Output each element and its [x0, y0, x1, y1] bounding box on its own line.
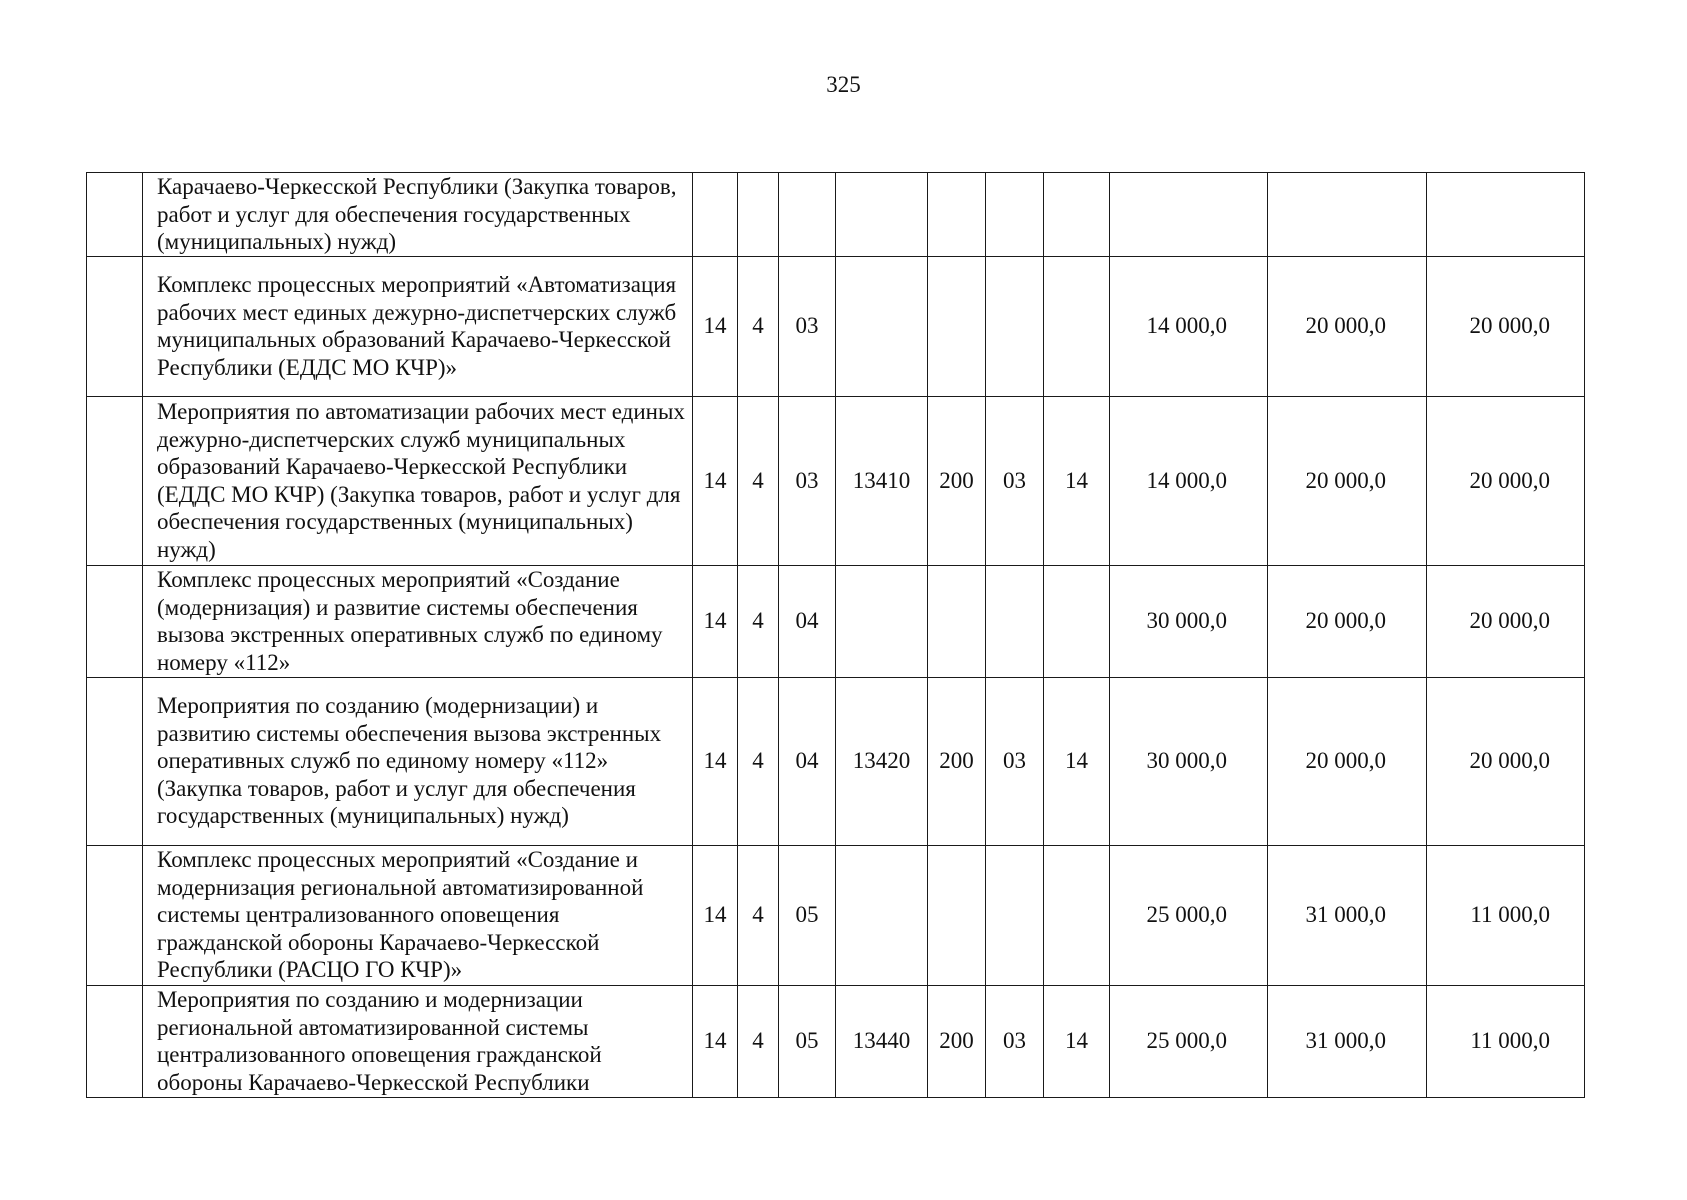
code-cell: 200: [928, 396, 986, 565]
item-name-cell: Комплекс процессных мероприятий «Автоматизация рабочих мест единых дежурно-диспетчерских служб муниципальных образований Карачаево-Черкесской Республики (ЕДДС МО КЧР)»: [143, 256, 693, 396]
code-cell: 4: [738, 985, 779, 1097]
item-name-cell: Комплекс процессных мероприятий «Создание (модернизация) и развитие системы обеспечения вызова экстренных оперативных служб по единому номеру «112»: [143, 565, 693, 677]
code-cell: [1044, 845, 1110, 985]
code-cell: 14: [693, 256, 738, 396]
code-cell: 4: [738, 396, 779, 565]
row-number-cell: [87, 845, 143, 985]
code-cell: 14: [1044, 985, 1110, 1097]
code-cell: [986, 565, 1044, 677]
code-cell: [1044, 173, 1110, 257]
amount-cell: [1268, 173, 1427, 257]
code-cell: 03: [986, 677, 1044, 845]
code-cell: 200: [928, 985, 986, 1097]
amount-cell: 31 000,0: [1268, 845, 1427, 985]
code-cell: 14: [693, 845, 738, 985]
code-cell: 4: [738, 565, 779, 677]
code-cell: 4: [738, 677, 779, 845]
code-cell: [693, 173, 738, 257]
budget-table: [86, 172, 1585, 1098]
row-number-cell: [87, 173, 143, 257]
code-cell: [836, 845, 928, 985]
code-cell: 13420: [836, 677, 928, 845]
item-name-cell: Карачаево-Черкесской Республики (Закупка товаров, работ и услуг для обеспечения государственных (муниципальных) нужд): [143, 173, 693, 257]
code-cell: 14: [1044, 396, 1110, 565]
amount-cell: 20 000,0: [1427, 677, 1585, 845]
code-cell: 03: [986, 396, 1044, 565]
code-cell: [1044, 565, 1110, 677]
table-row: [87, 677, 1585, 845]
amount-cell: [1427, 173, 1585, 257]
row-number-cell: [87, 677, 143, 845]
code-cell: 13410: [836, 396, 928, 565]
code-cell: 4: [738, 845, 779, 985]
code-cell: 14: [693, 677, 738, 845]
table-row: [87, 845, 1585, 985]
amount-cell: 25 000,0: [1110, 985, 1268, 1097]
code-cell: 14: [693, 565, 738, 677]
code-cell: [986, 256, 1044, 396]
code-cell: 14: [1044, 677, 1110, 845]
code-cell: [928, 565, 986, 677]
table-row: [87, 565, 1585, 677]
code-cell: 05: [779, 845, 836, 985]
item-name-cell: Мероприятия по созданию (модернизации) и развитию системы обеспечения вызова экстренных оперативных служб по единому номеру «112» (Закупка товаров, работ и услуг для обеспечения государственных (муниципальных) нужд): [143, 677, 693, 845]
code-cell: [928, 173, 986, 257]
amount-cell: 20 000,0: [1427, 256, 1585, 396]
code-cell: 04: [779, 677, 836, 845]
code-cell: 03: [779, 256, 836, 396]
amount-cell: 11 000,0: [1427, 985, 1585, 1097]
item-name-cell: Комплекс процессных мероприятий «Создание и модернизация региональной автоматизированной системы централизованного оповещения гражданской обороны Карачаево-Черкесской Республики (РАСЦО ГО КЧР)»: [143, 845, 693, 985]
amount-cell: 20 000,0: [1268, 565, 1427, 677]
table-row: [87, 985, 1585, 1097]
amount-cell: 20 000,0: [1268, 256, 1427, 396]
code-cell: [738, 173, 779, 257]
code-cell: [779, 173, 836, 257]
amount-cell: 20 000,0: [1427, 396, 1585, 565]
code-cell: [1044, 256, 1110, 396]
row-number-cell: [87, 985, 143, 1097]
code-cell: 13440: [836, 985, 928, 1097]
amount-cell: 31 000,0: [1268, 985, 1427, 1097]
code-cell: [836, 256, 928, 396]
code-cell: 03: [779, 396, 836, 565]
row-number-cell: [87, 256, 143, 396]
row-number-cell: [87, 565, 143, 677]
amount-cell: 25 000,0: [1110, 845, 1268, 985]
amount-cell: 14 000,0: [1110, 396, 1268, 565]
amount-cell: 30 000,0: [1110, 565, 1268, 677]
code-cell: 04: [779, 565, 836, 677]
code-cell: 4: [738, 256, 779, 396]
code-cell: 03: [986, 985, 1044, 1097]
code-cell: [986, 845, 1044, 985]
amount-cell: 11 000,0: [1427, 845, 1585, 985]
amount-cell: 20 000,0: [1268, 677, 1427, 845]
code-cell: [836, 173, 928, 257]
amount-cell: [1110, 173, 1268, 257]
amount-cell: 14 000,0: [1110, 256, 1268, 396]
amount-cell: 30 000,0: [1110, 677, 1268, 845]
code-cell: 200: [928, 677, 986, 845]
table-row: [87, 173, 1585, 257]
table-row: [87, 396, 1585, 565]
row-number-cell: [87, 396, 143, 565]
item-name-cell: Мероприятия по созданию и модернизации региональной автоматизированной системы централизованного оповещения гражданской обороны Карачаево-Черкесской Республики: [143, 985, 693, 1097]
code-cell: [928, 845, 986, 985]
table-row: [87, 256, 1585, 396]
code-cell: 05: [779, 985, 836, 1097]
code-cell: [928, 256, 986, 396]
amount-cell: 20 000,0: [1427, 565, 1585, 677]
code-cell: [836, 565, 928, 677]
page-number: 325: [826, 72, 861, 97]
code-cell: 14: [693, 985, 738, 1097]
amount-cell: 20 000,0: [1268, 396, 1427, 565]
item-name-cell: Мероприятия по автоматизации рабочих мест единых дежурно-диспетчерских служб муниципальных образований Карачаево-Черкесской Республики (ЕДДС МО КЧР) (Закупка товаров, работ и услуг для обеспечения государственных (муниципальных) нужд): [143, 396, 693, 565]
code-cell: 14: [693, 396, 738, 565]
code-cell: [986, 173, 1044, 257]
